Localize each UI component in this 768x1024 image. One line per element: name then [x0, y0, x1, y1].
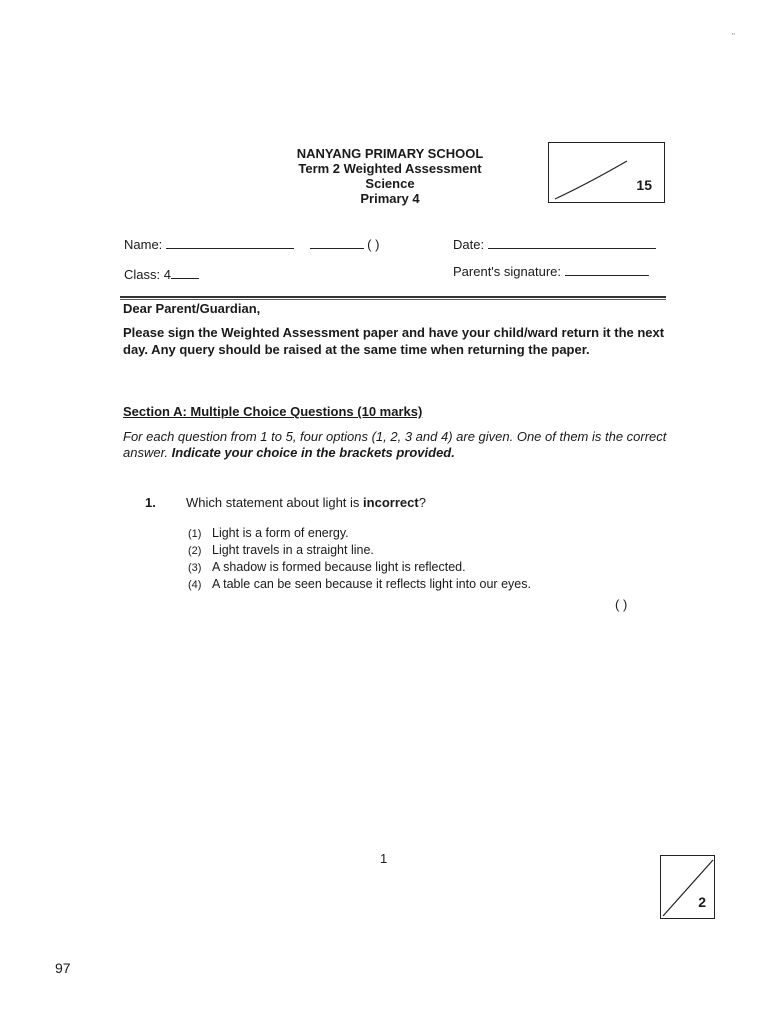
option-text: A shadow is formed because light is reflected. — [212, 560, 466, 574]
marks-diagonal-icon — [661, 856, 716, 920]
name-label: Name: — [124, 237, 163, 252]
option-2 — [188, 542, 531, 559]
school-name: NANYANG PRIMARY SCHOOL — [296, 146, 484, 161]
name-field — [124, 237, 379, 252]
option-text: Light is a form of energy. — [212, 526, 349, 540]
score-total: 15 — [636, 177, 652, 193]
name-line[interactable] — [166, 237, 294, 249]
question-mark: ? — [418, 495, 426, 510]
index-brackets[interactable]: ( ) — [367, 237, 380, 252]
option-4 — [188, 576, 531, 593]
school-header — [270, 146, 510, 206]
option-num: (1) — [188, 528, 202, 540]
letter-greeting: Dear Parent/Guardian, — [123, 301, 261, 316]
page-marks: 2 — [698, 894, 706, 910]
option-3 — [188, 559, 531, 576]
subject-title: Science — [365, 176, 415, 191]
question-number: 1. — [145, 495, 156, 510]
option-num: (2) — [188, 545, 202, 557]
date-label: Date: — [453, 237, 485, 252]
question-text — [186, 495, 426, 510]
assessment-title: Term 2 Weighted Assessment — [298, 161, 482, 176]
divider-top — [120, 296, 666, 298]
class-field — [124, 267, 199, 282]
side-page-number: 97 — [55, 960, 71, 976]
instruction-emphasis: Indicate your choice in the brackets provided. — [171, 445, 455, 460]
option-num: (3) — [188, 562, 202, 574]
instruction-text: For each question from 1 to 5, four options (1, 2, 3 and 4) are given. One of them is the correct answer. — [123, 429, 667, 460]
section-instruction — [123, 429, 668, 461]
parent-signature-label: Parent's signature: — [453, 264, 561, 279]
corner-mark: " — [732, 32, 735, 41]
parent-signature-line[interactable] — [565, 264, 649, 276]
option-text: A table can be seen because it reflects light into our eyes. — [212, 577, 531, 591]
question-stem: Which statement about light is — [186, 495, 360, 510]
option-1 — [188, 525, 531, 542]
question-keyword: incorrect — [363, 495, 419, 510]
page-marks-box — [660, 855, 715, 919]
level-title: Primary 4 — [360, 191, 420, 206]
options-list — [188, 525, 531, 593]
class-label: Class: — [124, 267, 161, 282]
divider-bottom — [120, 299, 666, 300]
option-text: Light travels in a straight line. — [212, 543, 374, 557]
class-line[interactable] — [171, 267, 199, 279]
date-field — [453, 237, 656, 252]
score-box — [548, 142, 665, 203]
section-title: Section A: Multiple Choice Questions (10 marks) — [123, 404, 423, 419]
score-diagonal-icon — [549, 143, 666, 204]
page-number: 1 — [380, 851, 388, 866]
date-line[interactable] — [488, 237, 656, 249]
option-num: (4) — [188, 579, 202, 591]
letter-body: Please sign the Weighted Assessment paper and have your child/ward return it the next day. Any query should be raised at the same time when returning the paper. — [123, 325, 665, 357]
parent-signature-field — [453, 264, 649, 279]
class-value: 4 — [163, 267, 171, 282]
answer-brackets[interactable]: ( ) — [615, 597, 628, 612]
name-line-2[interactable] — [310, 237, 364, 249]
